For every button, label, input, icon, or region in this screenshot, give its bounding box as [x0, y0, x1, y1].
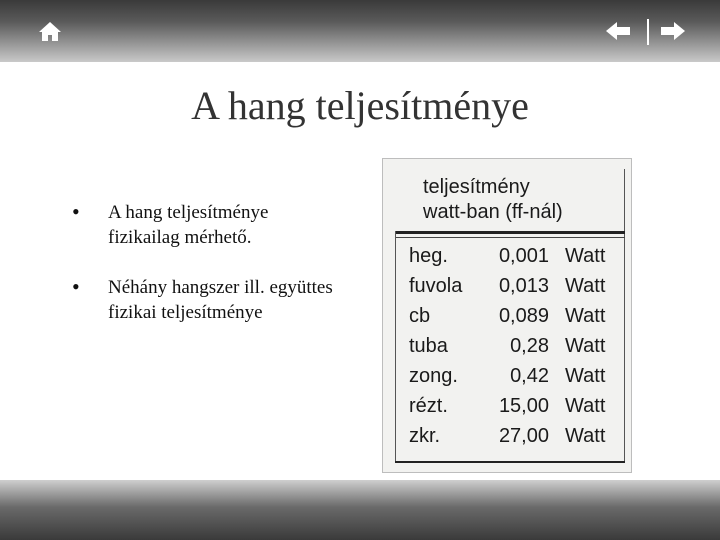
instrument-name: heg.: [409, 245, 448, 267]
power-table-image: [382, 158, 632, 473]
home-icon[interactable]: [38, 20, 62, 42]
power-value: 0,089: [498, 305, 549, 327]
table-rule: [395, 231, 625, 234]
table-rule: [395, 237, 625, 238]
table-row: [383, 275, 631, 305]
power-value: 15,00: [498, 395, 549, 417]
table-header: [423, 175, 563, 225]
slide-title: A hang teljesítménye: [191, 83, 529, 128]
nav-separator: [645, 19, 651, 45]
next-arrow-icon[interactable]: [660, 21, 686, 41]
bullet-dot-icon: •: [72, 199, 80, 224]
bullet-item: [72, 275, 342, 325]
instrument-name: zong.: [409, 365, 458, 387]
power-unit: Watt: [565, 245, 606, 267]
power-unit: Watt: [565, 365, 606, 387]
top-toolbar: [0, 0, 720, 62]
bullet-text: A hang teljesítménye fizikailag mérhető.: [108, 202, 269, 248]
bottom-toolbar: [0, 480, 720, 540]
instrument-name: fuvola: [409, 275, 463, 297]
table-row: [383, 335, 631, 365]
power-value: 0,28: [510, 335, 549, 357]
table-row: [383, 245, 631, 275]
table-header-line: teljesítmény: [423, 176, 530, 198]
table-row: [383, 365, 631, 395]
table-row: [383, 395, 631, 425]
power-value: 0,013: [498, 275, 549, 297]
power-unit: Watt: [565, 395, 606, 417]
bullet-list: [72, 200, 342, 350]
power-unit: Watt: [565, 305, 606, 327]
power-value: 27,00: [498, 425, 549, 447]
bullet-dot-icon: •: [72, 274, 80, 299]
instrument-name: zkr.: [409, 425, 441, 447]
table-rule: [395, 461, 625, 463]
table-row: [383, 425, 631, 455]
power-unit: Watt: [565, 275, 606, 297]
bullet-text: Néhány hangszer ill. együttes fizikai teljesítménye: [108, 277, 333, 323]
instrument-name: cb: [409, 305, 431, 327]
instrument-name: rézt.: [409, 395, 448, 417]
power-unit: Watt: [565, 425, 606, 447]
table-header-line: watt-ban (ff-nál): [423, 201, 563, 223]
instrument-name: tuba: [409, 335, 448, 357]
previous-arrow-icon[interactable]: [605, 21, 631, 41]
table-row: [383, 305, 631, 335]
power-value: 0,42: [510, 365, 549, 387]
power-value: 0,001: [498, 245, 549, 267]
power-unit: Watt: [565, 335, 606, 357]
bullet-item: [72, 200, 342, 250]
